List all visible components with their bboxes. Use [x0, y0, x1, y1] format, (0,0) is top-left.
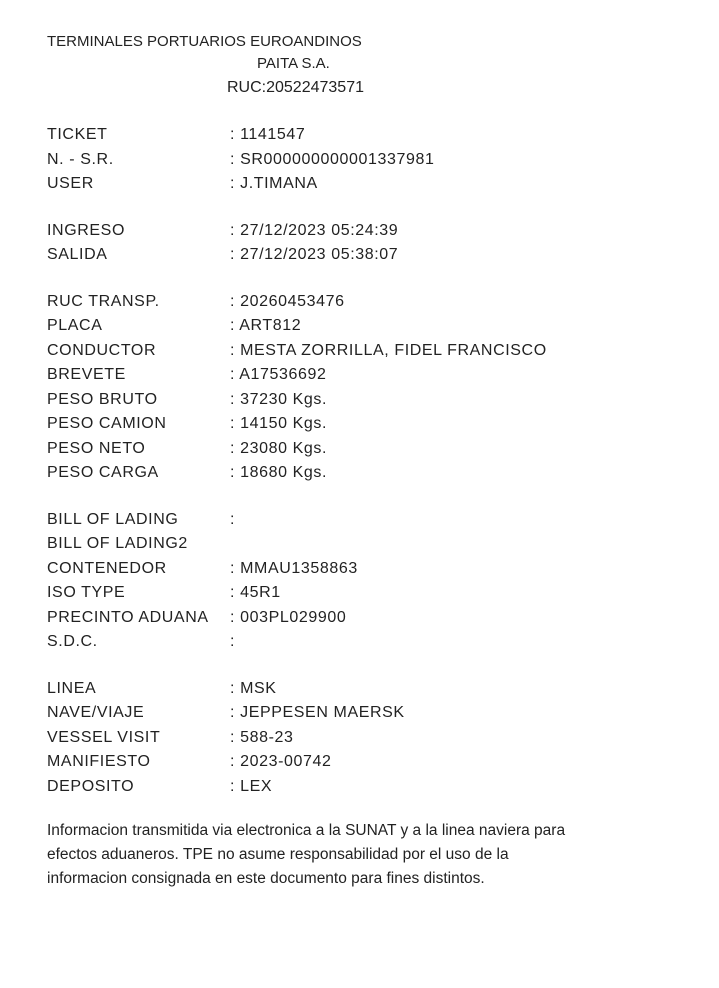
field-value: : 23080 Kgs. [230, 439, 328, 457]
field-row [47, 388, 687, 413]
field-label: PESO NETO [47, 439, 146, 457]
field-value: : 45R1 [230, 584, 281, 601]
field-value: : ART812 [230, 317, 302, 334]
field-value: : J.TIMANA [230, 175, 318, 192]
field-label: DEPOSITO [47, 777, 135, 795]
field-row [47, 339, 687, 364]
field-value: : 18680 Kgs. [230, 464, 328, 481]
field-section [47, 290, 687, 486]
field-value: : [230, 510, 236, 528]
field-label: VESSEL VISIT [47, 728, 161, 746]
field-label: RUC TRANSP. [47, 292, 160, 310]
field-row [47, 412, 687, 437]
field-section [47, 508, 687, 655]
field-row [47, 630, 687, 655]
ticket-document [47, 31, 687, 891]
field-label: BILL OF LADING2 [47, 535, 188, 552]
field-label: MANIFIESTO [47, 753, 151, 770]
ticket-fields [47, 123, 687, 799]
field-label: ISO TYPE [47, 584, 126, 601]
field-label: N. - S.R. [47, 150, 114, 168]
field-section [47, 123, 687, 197]
company-subtitle: PAITA S.A. [257, 55, 330, 72]
field-row [47, 775, 687, 800]
field-row [47, 243, 687, 268]
field-value: : MESTA ZORRILLA, FIDEL FRANCISCO [230, 341, 547, 359]
field-value: : 14150 Kgs. [230, 415, 328, 432]
field-row [47, 532, 687, 557]
field-row [47, 123, 687, 148]
field-value: : A17536692 [230, 366, 327, 383]
field-row [47, 581, 687, 606]
field-label: PESO BRUTO [47, 390, 158, 408]
field-label: PLACA [47, 317, 103, 334]
field-label: PESO CAMION [47, 415, 167, 432]
field-row [47, 508, 687, 533]
field-section [47, 677, 687, 800]
field-label: USER [47, 175, 94, 192]
field-row [47, 461, 687, 486]
field-value: : 37230 Kgs. [230, 390, 328, 408]
field-value: : MSK [230, 679, 277, 697]
field-row [47, 148, 687, 173]
field-row [47, 172, 687, 197]
field-row [47, 701, 687, 726]
field-value: : 003PL029900 [230, 608, 347, 626]
company-ruc: RUC:20522473571 [227, 79, 364, 96]
field-row [47, 219, 687, 244]
field-label: INGRESO [47, 221, 125, 239]
field-label: PRECINTO ADUANA [47, 608, 209, 626]
field-value: : SR000000000001337981 [230, 150, 435, 168]
field-value: : 27/12/2023 05:38:07 [230, 246, 399, 263]
field-value: : 1141547 [230, 126, 306, 143]
field-value: : [230, 633, 236, 650]
field-value: : 2023-00742 [230, 753, 332, 770]
company-name: TERMINALES PORTUARIOS EUROANDINOS [47, 33, 362, 50]
field-row [47, 557, 687, 582]
field-label: PESO CARGA [47, 464, 159, 481]
field-row [47, 437, 687, 462]
field-value: : MMAU1358863 [230, 559, 358, 577]
field-label: TICKET [47, 126, 108, 143]
field-row [47, 314, 687, 339]
field-label: BREVETE [47, 366, 126, 383]
field-value: : 588-23 [230, 728, 294, 746]
field-label: LINEA [47, 679, 97, 697]
field-row [47, 677, 687, 702]
field-row [47, 363, 687, 388]
field-label: CONDUCTOR [47, 341, 157, 359]
field-value: : JEPPESEN MAERSK [230, 704, 405, 721]
field-row [47, 606, 687, 631]
field-section [47, 219, 687, 268]
field-label: NAVE/VIAJE [47, 704, 145, 721]
field-row [47, 750, 687, 775]
field-label: BILL OF LADING [47, 510, 179, 528]
field-value: : LEX [230, 777, 273, 795]
field-value: : 20260453476 [230, 292, 345, 310]
field-label: SALIDA [47, 246, 108, 263]
field-label: S.D.C. [47, 633, 98, 650]
field-row [47, 726, 687, 751]
field-value [230, 532, 687, 557]
field-value: : 27/12/2023 05:24:39 [230, 221, 399, 239]
field-row [47, 290, 687, 315]
field-label: CONTENEDOR [47, 559, 167, 577]
disclaimer-text: Informacion transmitida via electronica a la SUNAT y a la linea naviera para efectos aduaneros. TPE no asume responsabilidad por el uso de la informacion consignada en este documento para fines distintos. [47, 822, 566, 887]
